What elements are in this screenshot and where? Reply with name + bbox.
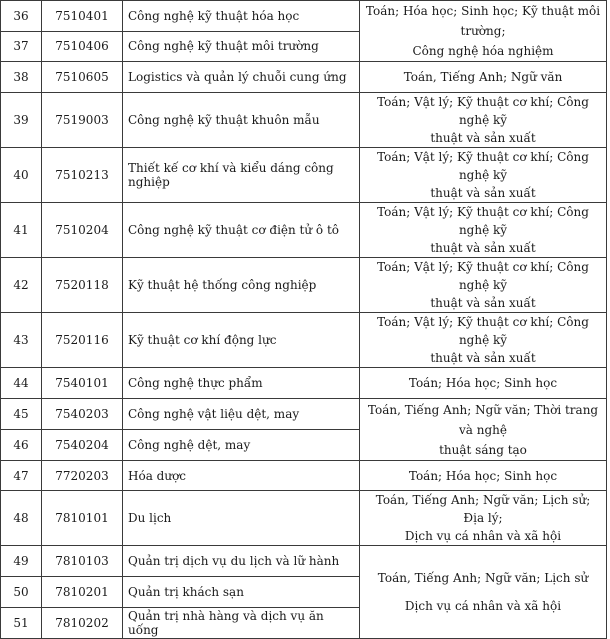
exam-subjects-line: thuật và sản xuất xyxy=(430,131,536,145)
row-number: 42 xyxy=(1,258,42,313)
exam-subjects-line: Dịch vụ cá nhân và xã hội xyxy=(404,599,562,613)
major-name: Quản trị nhà hàng và dịch vụ ăn uống xyxy=(123,608,360,639)
major-name: Công nghệ vật liệu dệt, may xyxy=(123,399,360,430)
table-row xyxy=(1,1,607,32)
row-number: 47 xyxy=(1,461,42,491)
major-name: Quản trị khách sạn xyxy=(123,577,360,608)
major-code: 7510204 xyxy=(42,203,123,258)
exam-subjects xyxy=(360,546,607,639)
table-row xyxy=(1,258,607,313)
row-number: 50 xyxy=(1,577,42,608)
table-row xyxy=(1,313,607,368)
major-name: Logistics và quản lý chuỗi cung ứng xyxy=(123,62,360,93)
row-number: 48 xyxy=(1,491,42,546)
exam-subjects-line: thuật và sản xuất xyxy=(430,241,536,255)
table-row xyxy=(1,461,607,491)
exam-subjects-line: Toán; Hóa học; Sinh học xyxy=(408,468,558,483)
exam-subjects-line: Toán, Tiếng Anh; Ngữ văn; Thời trang và nghệ xyxy=(367,402,599,437)
exam-subjects xyxy=(360,313,607,368)
major-code: 7540203 xyxy=(42,399,123,430)
row-number: 45 xyxy=(1,399,42,430)
row-number: 37 xyxy=(1,31,42,62)
exam-subjects-line: Toán; Hóa học; Sinh học; Kỹ thuật môi trường; xyxy=(365,4,601,38)
table-row xyxy=(1,491,607,546)
major-code: 7510213 xyxy=(42,148,123,203)
major-code: 7810103 xyxy=(42,546,123,577)
major-name: Công nghệ thực phẩm xyxy=(123,368,360,399)
row-number: 38 xyxy=(1,62,42,93)
major-name: Công nghệ kỹ thuật khuôn mẫu xyxy=(123,93,360,148)
row-number: 41 xyxy=(1,203,42,258)
major-code: 7520118 xyxy=(42,258,123,313)
exam-subjects xyxy=(360,491,607,546)
major-code: 7510406 xyxy=(42,31,123,62)
major-name: Công nghệ dệt, may xyxy=(123,430,360,461)
table-row xyxy=(1,546,607,577)
exam-subjects-line: Dịch vụ cá nhân và xã hội xyxy=(404,529,562,543)
major-code: 7810101 xyxy=(42,491,123,546)
row-number: 40 xyxy=(1,148,42,203)
major-name: Công nghệ kỹ thuật cơ điện tử ô tô xyxy=(123,203,360,258)
row-number: 36 xyxy=(1,1,42,32)
major-code: 7810202 xyxy=(42,608,123,639)
exam-subjects xyxy=(360,461,607,491)
major-name: Hóa dược xyxy=(123,461,360,491)
exam-subjects-line: thuật và sản xuất xyxy=(430,296,536,310)
row-number: 44 xyxy=(1,368,42,399)
exam-subjects-line: thuật và sản xuất xyxy=(430,186,536,200)
major-name: Du lịch xyxy=(123,491,360,546)
major-name: Kỹ thuật hệ thống công nghiệp xyxy=(123,258,360,313)
row-number: 49 xyxy=(1,546,42,577)
major-code: 7540204 xyxy=(42,430,123,461)
major-name: Công nghệ kỹ thuật hóa học xyxy=(123,1,360,32)
major-name: Kỹ thuật cơ khí động lực xyxy=(123,313,360,368)
exam-subjects-line: Toán, Tiếng Anh; Ngữ văn; Lịch sử; Địa lý; xyxy=(375,493,591,525)
table-row xyxy=(1,62,607,93)
major-code: 7810201 xyxy=(42,577,123,608)
table-row xyxy=(1,368,607,399)
row-number: 46 xyxy=(1,430,42,461)
exam-subjects-line: Toán; Vật lý; Kỹ thuật cơ khí; Công nghệ kỹ xyxy=(377,260,589,292)
major-name: Thiết kế cơ khí và kiểu dáng công nghiệp xyxy=(123,148,360,203)
major-code: 7510605 xyxy=(42,62,123,93)
exam-subjects xyxy=(360,203,607,258)
row-number: 39 xyxy=(1,93,42,148)
exam-subjects-line: Công nghệ hóa nghiệm xyxy=(412,44,554,58)
exam-subjects-line: thuật và sản xuất xyxy=(430,351,536,365)
row-number: 43 xyxy=(1,313,42,368)
table-row xyxy=(1,148,607,203)
major-code: 7519003 xyxy=(42,93,123,148)
exam-subjects-line: Toán; Vật lý; Kỹ thuật cơ khí; Công nghệ kỹ xyxy=(377,205,589,237)
exam-subjects-line: Toán; Hóa học; Sinh học xyxy=(408,376,558,390)
major-name: Công nghệ kỹ thuật môi trường xyxy=(123,31,360,62)
major-code: 7540101 xyxy=(42,368,123,399)
table-row xyxy=(1,203,607,258)
exam-subjects-line: Toán, Tiếng Anh; Ngữ văn; Lịch sử xyxy=(377,571,589,585)
exam-subjects-line: Toán, Tiếng Anh; Ngữ văn xyxy=(403,70,563,84)
major-name: Quản trị dịch vụ du lịch và lữ hành xyxy=(123,546,360,577)
table-row xyxy=(1,93,607,148)
exam-subjects xyxy=(360,1,607,62)
exam-subjects-line: thuật sáng tạo xyxy=(439,442,527,457)
exam-subjects-line: Toán; Vật lý; Kỹ thuật cơ khí; Công nghệ kỹ xyxy=(377,315,589,347)
exam-subjects-line: Toán; Vật lý; Kỹ thuật cơ khí; Công nghệ kỹ xyxy=(377,150,589,182)
exam-subjects-line: Toán; Vật lý; Kỹ thuật cơ khí; Công nghệ kỹ xyxy=(377,95,589,127)
table-row xyxy=(1,399,607,430)
major-code: 7510401 xyxy=(42,1,123,32)
exam-subjects xyxy=(360,62,607,93)
exam-subjects xyxy=(360,399,607,461)
exam-subjects xyxy=(360,368,607,399)
exam-subjects xyxy=(360,148,607,203)
major-code: 7520116 xyxy=(42,313,123,368)
row-number: 51 xyxy=(1,608,42,639)
exam-subjects xyxy=(360,258,607,313)
exam-subjects xyxy=(360,93,607,148)
major-code: 7720203 xyxy=(42,461,123,491)
